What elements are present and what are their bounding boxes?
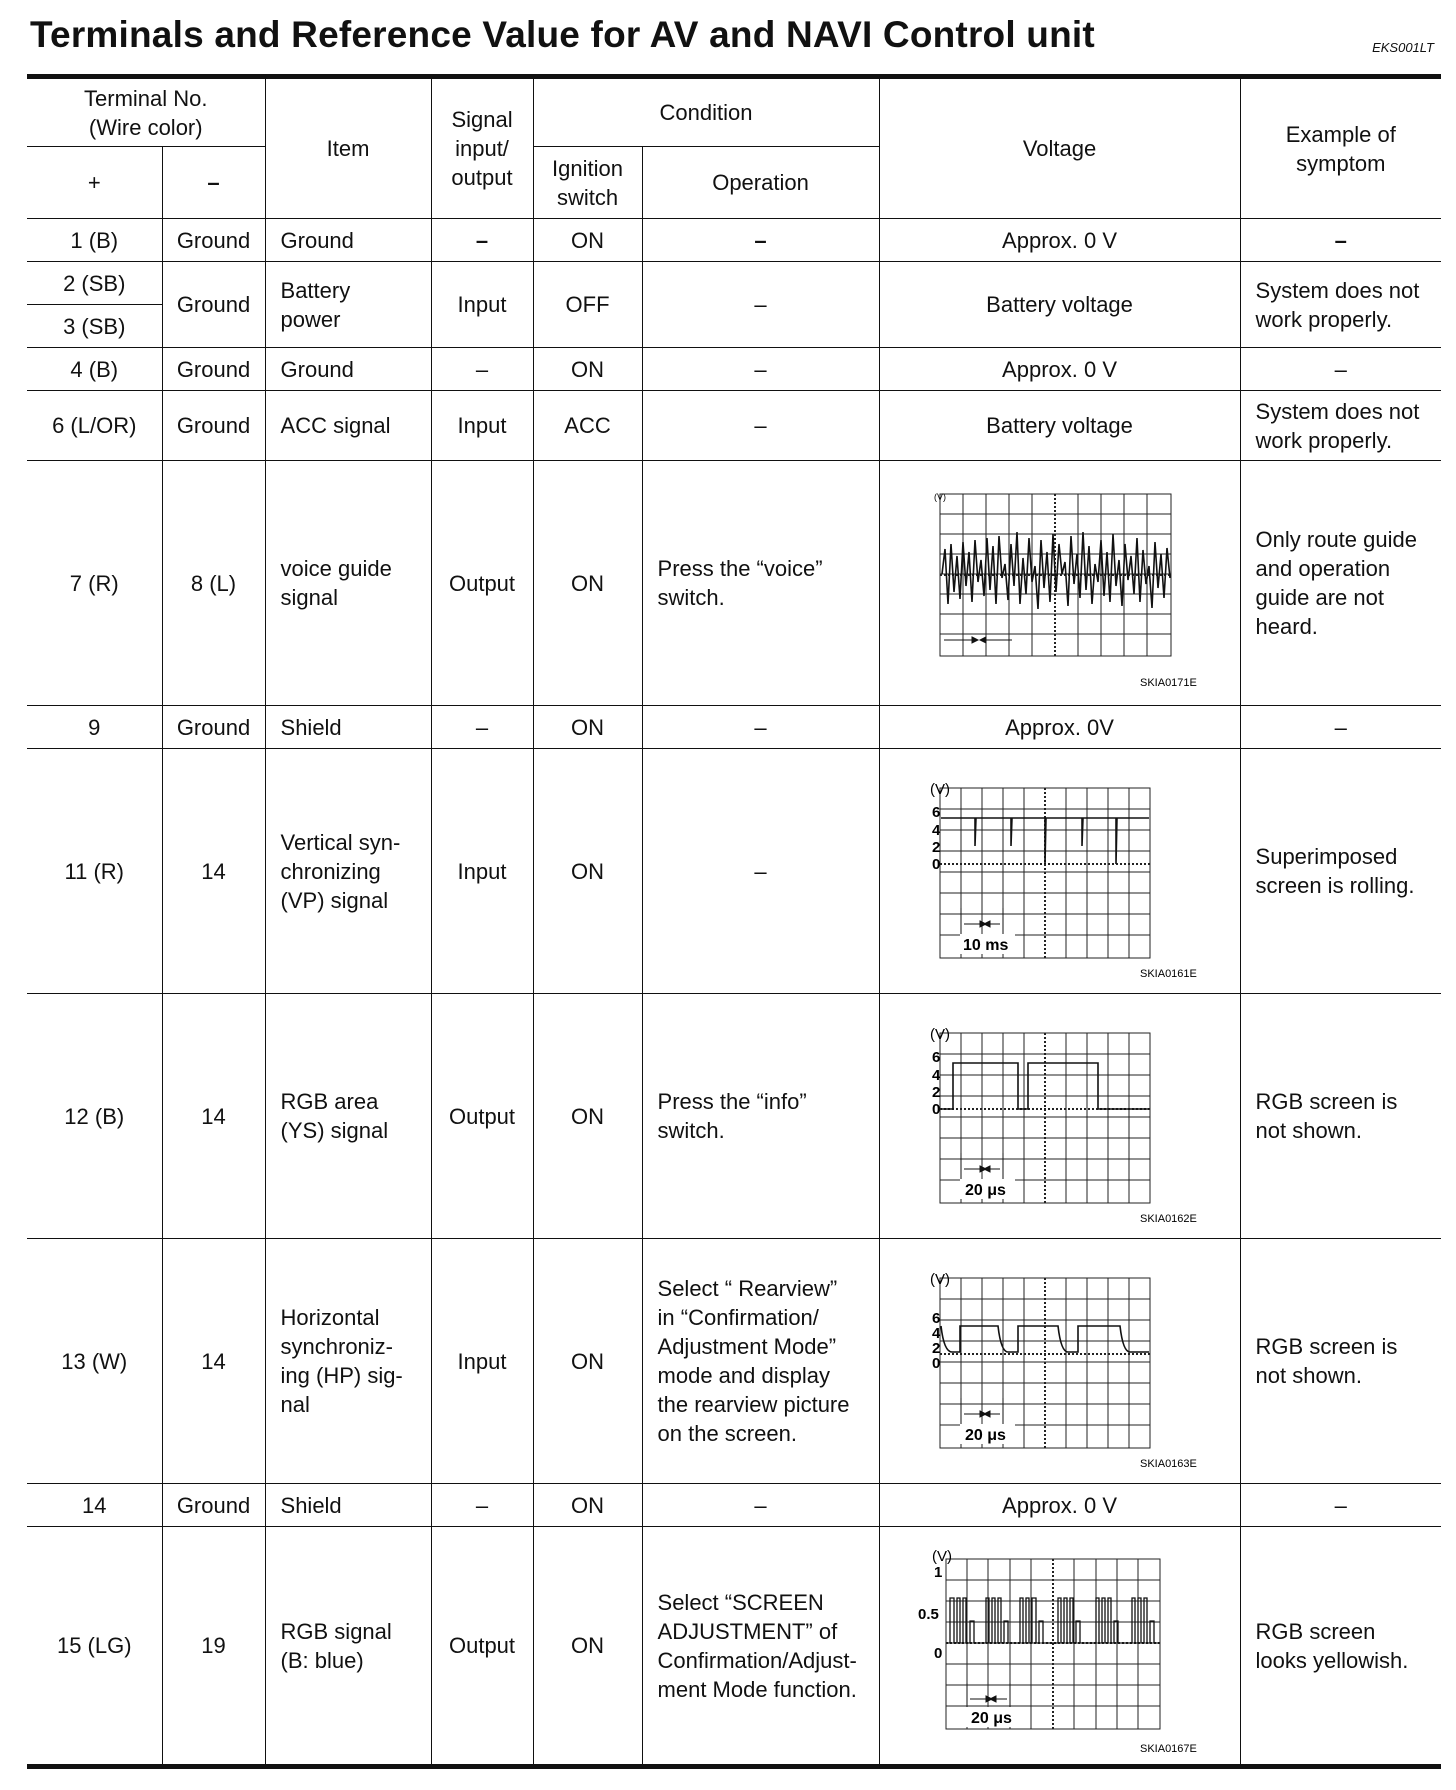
operation-cell: Press the “info” switch.: [642, 994, 879, 1239]
symptom-cell: –: [1240, 1484, 1441, 1527]
table-row: [27, 994, 1441, 1239]
table-row: [27, 1484, 1441, 1527]
header-row-1: [27, 77, 1441, 147]
svg-text:0.5: 0.5: [917, 1605, 939, 1623]
waveform-code: SKIA0167E: [1139, 1742, 1197, 1755]
item-cell: RGB area (YS) signal: [265, 994, 431, 1239]
io-cell: Input: [431, 749, 533, 994]
terminal-minus: 19: [162, 1527, 265, 1767]
terminal-minus: Ground: [162, 706, 265, 749]
symptom-cell: System does not work properly.: [1240, 391, 1441, 461]
operation-cell: Select “SCREEN ADJUSTMENT” of Confirmation/Adjust- ment Mode function.: [642, 1527, 879, 1767]
waveform-unit: (V): [929, 781, 950, 798]
operation-cell: –: [642, 219, 879, 262]
waveform-time-div: 20 μs: [964, 1427, 1006, 1444]
operation-header: Operation: [642, 147, 879, 219]
io-cell: –: [431, 219, 533, 262]
item-cell: ACC signal: [265, 391, 431, 461]
svg-text:6: 6: [931, 1310, 940, 1327]
ignition-cell: ACC: [533, 391, 642, 461]
terminal-plus: 11 (R): [27, 749, 162, 994]
waveform-time-div: 20 μs: [964, 1182, 1006, 1199]
item-cell: Ground: [265, 219, 431, 262]
terminals-table: [27, 74, 1441, 1769]
voltage-cell: Approx. 0V: [879, 706, 1240, 749]
waveform-unit: (V): [929, 1026, 950, 1043]
terminal-plus: 1 (B): [27, 219, 162, 262]
plus-header: +: [27, 147, 162, 219]
voltage-waveform-cell: [879, 461, 1240, 706]
rgb-waveform-figure: [900, 1533, 1220, 1759]
ignition-cell: ON: [533, 219, 642, 262]
operation-cell: Select “ Rearview” in “Confirmation/ Adjustment Mode” mode and display the rearview picture on the screen.: [642, 1239, 879, 1484]
item-cell: Horizontal synchroniz- ing (HP) sig- nal: [265, 1239, 431, 1484]
terminal-plus: 15 (LG): [27, 1527, 162, 1767]
terminal-no-header: Terminal No. (Wire color): [27, 77, 265, 147]
svg-text:0: 0: [931, 1101, 940, 1118]
waveform-code: SKIA0162E: [1139, 1213, 1197, 1225]
voltage-waveform-cell: [879, 1527, 1240, 1767]
voltage-cell: Approx. 0 V: [879, 348, 1240, 391]
table-row: [27, 348, 1441, 391]
svg-text:4: 4: [931, 822, 940, 839]
ignition-cell: ON: [533, 749, 642, 994]
item-header: Item: [265, 77, 431, 219]
svg-text:1: 1: [933, 1563, 942, 1581]
operation-cell: –: [642, 1484, 879, 1527]
signal-io-header: Signal input/ output: [431, 77, 533, 219]
symptom-header: Example of symptom: [1240, 77, 1441, 219]
svg-text:(V): (V): [933, 492, 946, 502]
table-row: [27, 749, 1441, 994]
svg-text:0: 0: [931, 1355, 940, 1372]
operation-cell: –: [642, 262, 879, 348]
terminal-plus: 2 (SB): [27, 262, 162, 305]
ignition-cell: ON: [533, 461, 642, 706]
operation-cell: Press the “voice” switch.: [642, 461, 879, 706]
symptom-cell: System does not work properly.: [1240, 262, 1441, 348]
operation-cell: –: [642, 348, 879, 391]
io-cell: –: [431, 348, 533, 391]
terminal-minus: 14: [162, 1239, 265, 1484]
svg-text:0: 0: [931, 856, 940, 873]
waveform-unit: (V): [929, 1271, 950, 1288]
ignition-cell: OFF: [533, 262, 642, 348]
svg-text:6: 6: [931, 804, 940, 821]
minus-header: –: [162, 147, 265, 219]
voltage-cell: Approx. 0 V: [879, 1484, 1240, 1527]
table-row: [27, 461, 1441, 706]
voltage-header: Voltage: [879, 77, 1240, 219]
terminal-minus: Ground: [162, 348, 265, 391]
symptom-cell: RGB screen is not shown.: [1240, 1239, 1441, 1484]
terminal-minus: 14: [162, 994, 265, 1239]
table-row: [27, 262, 1441, 305]
svg-text:2: 2: [931, 1340, 940, 1357]
voice-waveform-figure: [900, 474, 1220, 692]
symptom-cell: RGB screen looks yellowish.: [1240, 1527, 1441, 1767]
svg-text:2: 2: [931, 839, 940, 856]
item-cell: Shield: [265, 706, 431, 749]
io-cell: Output: [431, 994, 533, 1239]
io-cell: –: [431, 706, 533, 749]
ignition-cell: ON: [533, 706, 642, 749]
condition-header: Condition: [533, 77, 879, 147]
operation-cell: –: [642, 749, 879, 994]
io-cell: Input: [431, 262, 533, 348]
terminal-minus: Ground: [162, 391, 265, 461]
voltage-cell: Battery voltage: [879, 391, 1240, 461]
vp-waveform-figure: [900, 758, 1220, 984]
io-cell: Input: [431, 1239, 533, 1484]
voltage-waveform-cell: [879, 1239, 1240, 1484]
waveform-code: SKIA0163E: [1139, 1458, 1197, 1470]
svg-text:4: 4: [931, 1325, 940, 1342]
terminal-minus: 8 (L): [162, 461, 265, 706]
ignition-cell: ON: [533, 348, 642, 391]
symptom-cell: Only route guide and operation guide are not heard.: [1240, 461, 1441, 706]
hp-waveform-figure: [900, 1248, 1220, 1474]
svg-text:2: 2: [931, 1084, 940, 1101]
waveform-unit: (V): [931, 1547, 952, 1565]
table-row: [27, 1239, 1441, 1484]
ignition-cell: ON: [533, 994, 642, 1239]
terminal-minus: 14: [162, 749, 265, 994]
voltage-waveform-cell: [879, 749, 1240, 994]
io-cell: Output: [431, 1527, 533, 1767]
svg-text:6: 6: [931, 1049, 940, 1066]
table-row: [27, 219, 1441, 262]
terminal-plus: 7 (R): [27, 461, 162, 706]
terminal-minus: Ground: [162, 219, 265, 262]
symptom-cell: –: [1240, 348, 1441, 391]
page-title: Terminals and Reference Value for AV and NAVI Control unit: [30, 14, 1095, 55]
io-cell: Output: [431, 461, 533, 706]
waveform-code: SKIA0171E: [1139, 677, 1197, 689]
ignition-header: Ignition switch: [533, 147, 642, 219]
terminal-plus: 13 (W): [27, 1239, 162, 1484]
symptom-cell: –: [1240, 706, 1441, 749]
ignition-cell: ON: [533, 1484, 642, 1527]
terminal-minus: Ground: [162, 1484, 265, 1527]
terminal-plus: 9: [27, 706, 162, 749]
waveform-code: SKIA0161E: [1139, 968, 1197, 980]
operation-cell: –: [642, 706, 879, 749]
svg-text:4: 4: [931, 1067, 940, 1084]
item-cell: voice guide signal: [265, 461, 431, 706]
waveform-time-div: 20 μs: [970, 1709, 1012, 1727]
table-row: [27, 391, 1441, 461]
voltage-cell: Battery voltage: [879, 262, 1240, 348]
operation-cell: –: [642, 391, 879, 461]
symptom-cell: Superimposed screen is rolling.: [1240, 749, 1441, 994]
ignition-cell: ON: [533, 1527, 642, 1767]
io-cell: Input: [431, 391, 533, 461]
item-cell: Ground: [265, 348, 431, 391]
document-code: EKS001LT: [1372, 40, 1434, 55]
voltage-cell: Approx. 0 V: [879, 219, 1240, 262]
terminal-plus: 3 (SB): [27, 305, 162, 348]
item-cell: RGB signal (B: blue): [265, 1527, 431, 1767]
ys-waveform-figure: [900, 1003, 1220, 1229]
voltage-waveform-cell: [879, 994, 1240, 1239]
item-cell: Battery power: [265, 262, 431, 348]
terminal-plus: 14: [27, 1484, 162, 1527]
svg-text:0: 0: [933, 1644, 942, 1662]
ignition-cell: ON: [533, 1239, 642, 1484]
terminal-minus: Ground: [162, 262, 265, 348]
io-cell: –: [431, 1484, 533, 1527]
waveform-time-div: 10 ms: [962, 937, 1008, 954]
symptom-cell: –: [1240, 219, 1441, 262]
terminal-plus: 12 (B): [27, 994, 162, 1239]
item-cell: Vertical syn- chronizing (VP) signal: [265, 749, 431, 994]
terminal-plus: 4 (B): [27, 348, 162, 391]
symptom-cell: RGB screen is not shown.: [1240, 994, 1441, 1239]
item-cell: Shield: [265, 1484, 431, 1527]
table-row: [27, 706, 1441, 749]
terminal-plus: 6 (L/OR): [27, 391, 162, 461]
table-row: [27, 1527, 1441, 1767]
